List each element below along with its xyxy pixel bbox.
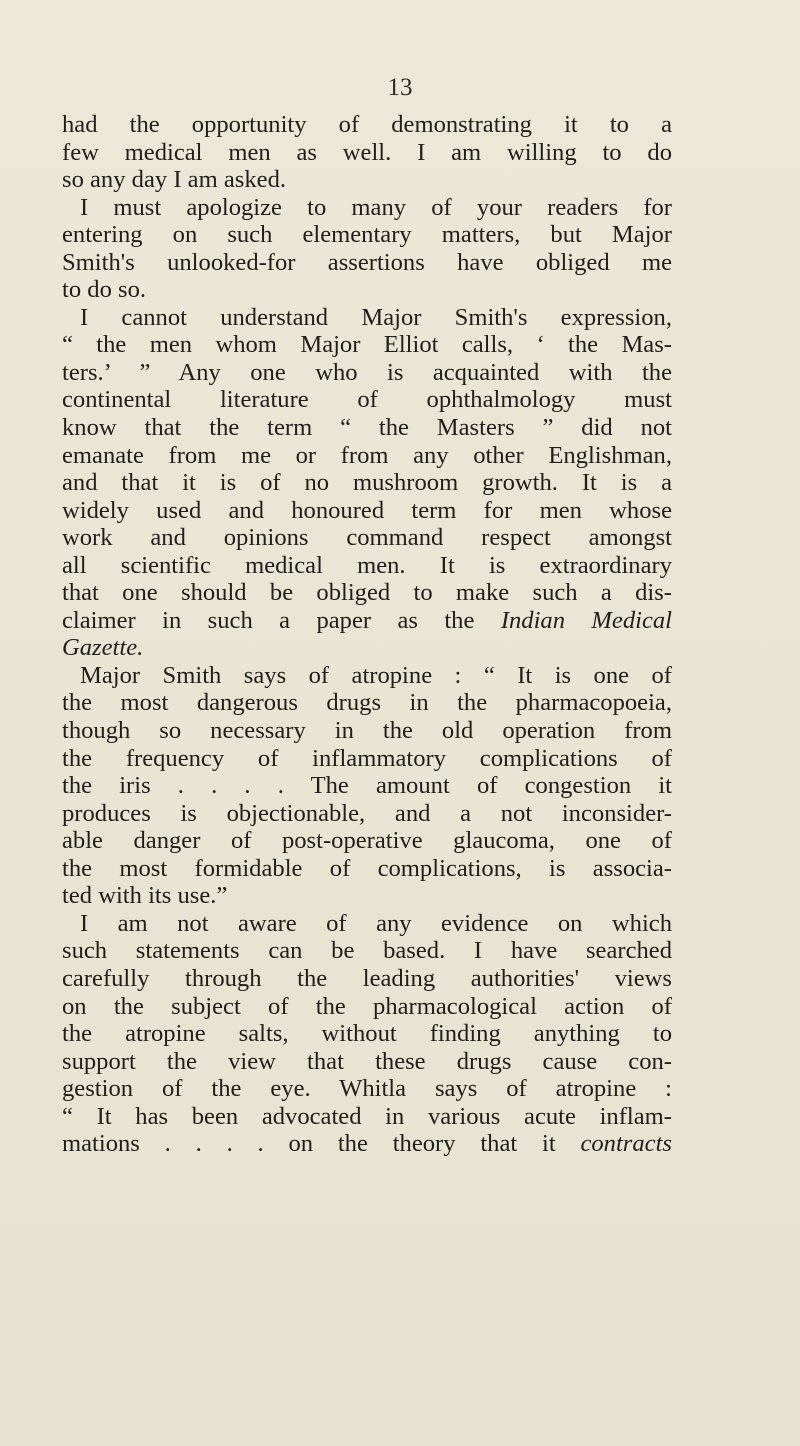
text-line: the atropine salts, without finding anything to bbox=[62, 1020, 672, 1048]
text-line: “ It has been advocated in various acute inflam- bbox=[62, 1102, 672, 1130]
text-line: the frequency of inflammatory complications of bbox=[62, 744, 672, 772]
text-line: few medical men as well. I am willing to do bbox=[62, 138, 672, 166]
text-line: to do so. bbox=[62, 276, 147, 304]
text-line-with-italic bbox=[62, 1130, 672, 1158]
text-line: Smith's unlooked-for assertions have obliged me bbox=[62, 248, 672, 276]
text-line: such statements can be based. I have searched bbox=[62, 937, 672, 965]
italic-word: contracts bbox=[580, 1130, 672, 1158]
text-line: widely used and honoured term for men whose bbox=[62, 496, 672, 524]
text-line: able danger of post-operative glaucoma, one of bbox=[62, 827, 672, 855]
text-line: “ the men whom Major Elliot calls, ‘ the Mas- bbox=[62, 331, 672, 359]
paragraph-start-line: I cannot understand Major Smith's expression, bbox=[80, 303, 672, 331]
text-line: know that the term “ the Masters ” did not bbox=[62, 414, 672, 442]
text-line: on the subject of the pharmacological action of bbox=[62, 992, 672, 1020]
text-fragment: mations . . . . on the theory that it bbox=[62, 1130, 556, 1158]
text-line: work and opinions command respect amongst bbox=[62, 524, 672, 552]
text-line: entering on such elementary matters, but Major bbox=[62, 221, 672, 249]
body-text bbox=[62, 111, 672, 1158]
journal-name-italic: Indian Medical bbox=[500, 606, 672, 634]
text-line: ted with its use.” bbox=[62, 882, 228, 910]
text-line-italic bbox=[62, 634, 672, 662]
text-line: continental literature of ophthalmology must bbox=[62, 386, 672, 414]
text-line: all scientific medical men. It is extraordinary bbox=[62, 551, 672, 579]
journal-name-italic-continued: Gazette. bbox=[62, 634, 144, 662]
text-line: ters.’ ” Any one who is acquainted with the bbox=[62, 358, 672, 386]
text-line: so any day I am asked. bbox=[62, 166, 287, 194]
text-line: support the view that these drugs cause con- bbox=[62, 1047, 672, 1075]
text-line: the most dangerous drugs in the pharmacopoeia, bbox=[62, 689, 672, 717]
text-line: gestion of the eye. Whitla says of atropine : bbox=[62, 1075, 672, 1103]
text-line: though so necessary in the old operation from bbox=[62, 717, 672, 745]
text-line: that one should be obliged to make such a dis- bbox=[62, 579, 672, 607]
text-line: the iris . . . . The amount of congestion it bbox=[62, 772, 672, 800]
text-fragment: claimer in such a paper as the bbox=[62, 606, 475, 634]
text-line-with-italic bbox=[62, 607, 672, 635]
text-line: produces is objectionable, and a not inconsider- bbox=[62, 799, 672, 827]
paragraph-start-line: I must apologize to many of your readers for bbox=[80, 193, 672, 221]
page-number: 13 bbox=[387, 74, 413, 101]
paragraph-start-line: Major Smith says of atropine : “ It is one of bbox=[80, 661, 672, 689]
text-line: the most formidable of complications, is associa- bbox=[62, 854, 672, 882]
text-line: carefully through the leading authorities' views bbox=[62, 964, 672, 992]
text-line: had the opportunity of demonstrating it to a bbox=[62, 111, 672, 138]
paragraph-start-line: I am not aware of any evidence on which bbox=[80, 909, 672, 937]
text-line: emanate from me or from any other Englishman, bbox=[62, 441, 672, 469]
text-line: and that it is of no mushroom growth. It is a bbox=[62, 469, 672, 497]
